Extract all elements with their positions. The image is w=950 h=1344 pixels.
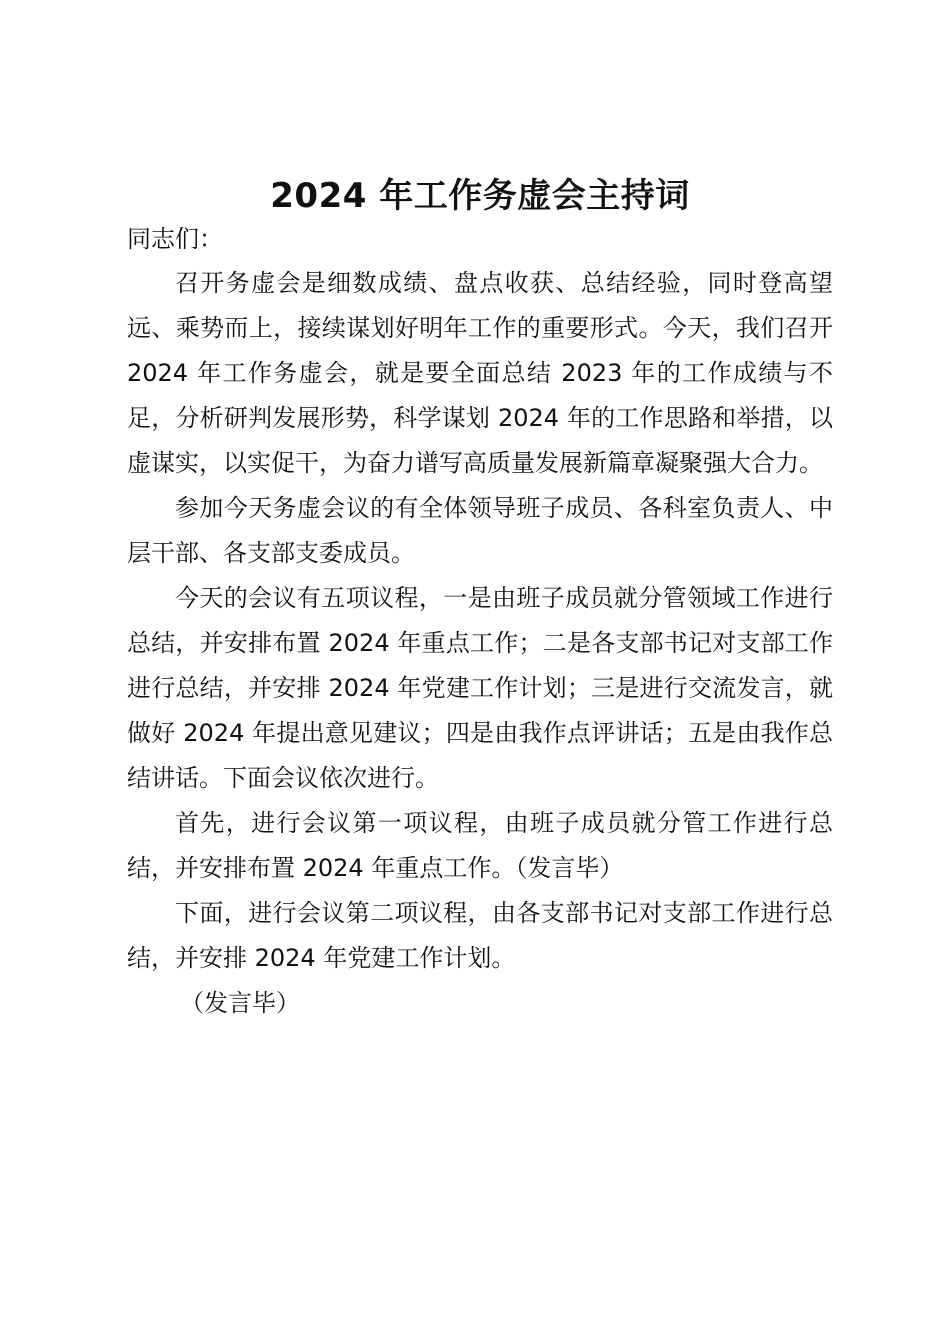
closing-note: （发言毕）	[180, 989, 300, 1017]
paragraph-item-one: 首先，进行会议第一项议程，由班子成员就分管工作进行总结，并安排布置 2024 年重点工作。（发言毕）	[127, 809, 833, 882]
paragraph-agenda: 今天的会议有五项议程，一是由班子成员就分管领域工作进行总结，并安排布置 2024 年重点工作；二是各支部书记对支部工作进行总结，并安排 2024 年党建工作计划；三是进行交流发言，就做好 2024 年提出意见建议；四是由我作点评讲话；五是由我作总结讲话。下面会议依次进行。	[127, 584, 833, 792]
document-title: 2024 年工作务虚会主持词	[270, 176, 690, 216]
salutation: 同志们：	[127, 225, 223, 253]
paragraph-attendees: 参加今天务虚会议的有全体领导班子成员、各科室负责人、中层干部、各支部支委成员。	[127, 494, 833, 567]
document-page	[127, 172, 833, 1026]
paragraph-item-two: 下面，进行会议第二项议程，由各支部书记对支部工作进行总结，并安排 2024 年党建工作计划。	[127, 899, 833, 972]
paragraph-intro: 召开务虚会是细数成绩、盘点收获、总结经验，同时登高望远、乘势而上，接续谋划好明年工作的重要形式。今天，我们召开 2024 年工作务虚会，就是要全面总结 2023 年的工作成绩与不足，分析研判发展形势，科学谋划 2024 年的工作思路和举措，以虚谋实，以实促干，为奋力谱写高质量发展新篇章凝聚强大合力。	[127, 269, 833, 477]
